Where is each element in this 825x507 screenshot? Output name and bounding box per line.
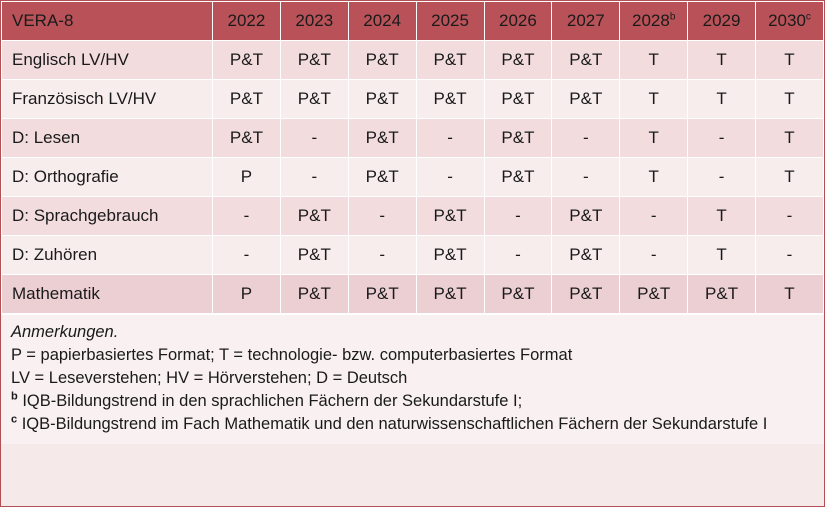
header-year-2022-text: 2022 bbox=[227, 11, 266, 30]
vera8-schedule-table bbox=[1, 1, 824, 314]
cell-englisch-2022: P&T bbox=[213, 41, 281, 80]
table-row bbox=[2, 119, 824, 158]
table-row bbox=[2, 197, 824, 236]
header-year-2024-text: 2024 bbox=[363, 11, 402, 30]
header-corner-label: VERA-8 bbox=[2, 2, 213, 41]
notes-line-footnote-c bbox=[11, 413, 814, 436]
cell-d-orthografie-2029: - bbox=[688, 158, 756, 197]
cell-d-sprachgebrauch-2023: P&T bbox=[280, 197, 348, 236]
table-row bbox=[2, 158, 824, 197]
header-year-2028-text: 2028 bbox=[631, 11, 670, 30]
table-row bbox=[2, 80, 824, 119]
cell-mathematik-2024: P&T bbox=[348, 275, 416, 314]
row-label-d-lesen: D: Lesen bbox=[2, 119, 213, 158]
cell-franzoesisch-2030: T bbox=[756, 80, 824, 119]
cell-d-zuhoeren-2025: P&T bbox=[416, 236, 484, 275]
table-row bbox=[2, 236, 824, 275]
table-header bbox=[2, 2, 824, 41]
header-year-2027 bbox=[552, 2, 620, 41]
cell-d-orthografie-2026: P&T bbox=[484, 158, 552, 197]
header-year-2023 bbox=[280, 2, 348, 41]
cell-englisch-2024: P&T bbox=[348, 41, 416, 80]
header-year-2022 bbox=[213, 2, 281, 41]
cell-franzoesisch-2027: P&T bbox=[552, 80, 620, 119]
header-year-2030 bbox=[756, 2, 824, 41]
header-year-2024 bbox=[348, 2, 416, 41]
cell-d-orthografie-2025: - bbox=[416, 158, 484, 197]
notes-heading: Anmerkungen. bbox=[11, 323, 119, 341]
cell-d-sprachgebrauch-2025: P&T bbox=[416, 197, 484, 236]
notes-line-abbreviations: LV = Leseverstehen; HV = Hörverstehen; D = Deutsch bbox=[11, 369, 408, 387]
cell-d-orthografie-2027: - bbox=[552, 158, 620, 197]
notes-footnote-b-marker: b bbox=[11, 390, 18, 403]
row-label-d-zuhoeren: D: Zuhören bbox=[2, 236, 213, 275]
table-row bbox=[2, 41, 824, 80]
cell-mathematik-2030: T bbox=[756, 275, 824, 314]
cell-d-sprachgebrauch-2024: - bbox=[348, 197, 416, 236]
cell-franzoesisch-2029: T bbox=[688, 80, 756, 119]
cell-mathematik-2022: P bbox=[213, 275, 281, 314]
cell-d-lesen-2026: P&T bbox=[484, 119, 552, 158]
cell-d-sprachgebrauch-2028: - bbox=[620, 197, 688, 236]
header-year-2028 bbox=[620, 2, 688, 41]
table-notes bbox=[1, 314, 824, 444]
header-year-2029 bbox=[688, 2, 756, 41]
cell-d-lesen-2025: - bbox=[416, 119, 484, 158]
cell-d-orthografie-2023: - bbox=[280, 158, 348, 197]
cell-mathematik-2026: P&T bbox=[484, 275, 552, 314]
cell-englisch-2026: P&T bbox=[484, 41, 552, 80]
cell-mathematik-2023: P&T bbox=[280, 275, 348, 314]
header-year-2023-text: 2023 bbox=[295, 11, 334, 30]
notes-footnote-c-marker: c bbox=[11, 413, 18, 426]
row-label-d-sprachgebrauch: D: Sprachgebrauch bbox=[2, 197, 213, 236]
cell-d-lesen-2029: - bbox=[688, 119, 756, 158]
cell-mathematik-2028: P&T bbox=[620, 275, 688, 314]
header-year-2026 bbox=[484, 2, 552, 41]
cell-franzoesisch-2026: P&T bbox=[484, 80, 552, 119]
row-label-englisch: Englisch LV/HV bbox=[2, 41, 213, 80]
table-body bbox=[2, 41, 824, 314]
cell-englisch-2029: T bbox=[688, 41, 756, 80]
cell-franzoesisch-2024: P&T bbox=[348, 80, 416, 119]
header-row bbox=[2, 2, 824, 41]
cell-mathematik-2025: P&T bbox=[416, 275, 484, 314]
cell-englisch-2025: P&T bbox=[416, 41, 484, 80]
header-year-2030-footnote: c bbox=[805, 11, 811, 23]
cell-d-zuhoeren-2023: P&T bbox=[280, 236, 348, 275]
notes-footnote-c-text: IQB-Bildungstrend im Fach Mathematik und den naturwissenschaftlichen Fächern der Sekundarstufe I bbox=[17, 415, 768, 433]
row-label-d-orthografie: D: Orthografie bbox=[2, 158, 213, 197]
cell-d-zuhoeren-2028: - bbox=[620, 236, 688, 275]
cell-d-zuhoeren-2022: - bbox=[213, 236, 281, 275]
cell-englisch-2023: P&T bbox=[280, 41, 348, 80]
cell-d-sprachgebrauch-2030: - bbox=[756, 197, 824, 236]
cell-d-zuhoeren-2024: - bbox=[348, 236, 416, 275]
cell-d-orthografie-2024: P&T bbox=[348, 158, 416, 197]
header-year-2027-text: 2027 bbox=[566, 11, 605, 30]
cell-d-lesen-2023: - bbox=[280, 119, 348, 158]
cell-d-zuhoeren-2029: T bbox=[688, 236, 756, 275]
cell-d-lesen-2027: - bbox=[552, 119, 620, 158]
cell-franzoesisch-2022: P&T bbox=[213, 80, 281, 119]
cell-d-orthografie-2030: T bbox=[756, 158, 824, 197]
cell-d-orthografie-2028: T bbox=[620, 158, 688, 197]
row-label-mathematik: Mathematik bbox=[2, 275, 213, 314]
header-year-2025-text: 2025 bbox=[431, 11, 469, 30]
cell-mathematik-2027: P&T bbox=[552, 275, 620, 314]
cell-d-lesen-2028: T bbox=[620, 119, 688, 158]
cell-d-lesen-2024: P&T bbox=[348, 119, 416, 158]
cell-d-sprachgebrauch-2026: - bbox=[484, 197, 552, 236]
cell-mathematik-2029: P&T bbox=[688, 275, 756, 314]
header-year-2025 bbox=[416, 2, 484, 41]
header-year-2030-text: 2030 bbox=[768, 11, 806, 30]
cell-franzoesisch-2023: P&T bbox=[280, 80, 348, 119]
cell-englisch-2028: T bbox=[620, 41, 688, 80]
cell-d-zuhoeren-2027: P&T bbox=[552, 236, 620, 275]
notes-footnote-b-text: IQB-Bildungstrend in den sprachlichen Fächern der Sekundarstufe I; bbox=[17, 392, 523, 410]
cell-d-sprachgebrauch-2022: - bbox=[213, 197, 281, 236]
table-row bbox=[2, 275, 824, 314]
cell-franzoesisch-2028: T bbox=[620, 80, 688, 119]
cell-d-zuhoeren-2030: - bbox=[756, 236, 824, 275]
cell-d-lesen-2022: P&T bbox=[213, 119, 281, 158]
cell-d-lesen-2030: T bbox=[756, 119, 824, 158]
cell-d-sprachgebrauch-2027: P&T bbox=[552, 197, 620, 236]
cell-d-zuhoeren-2026: - bbox=[484, 236, 552, 275]
row-label-franzoesisch: Französisch LV/HV bbox=[2, 80, 213, 119]
notes-line-formats: P = papierbasiertes Format; T = technologie- bzw. computerbasiertes Format bbox=[11, 346, 573, 364]
cell-englisch-2027: P&T bbox=[552, 41, 620, 80]
cell-d-orthografie-2022: P bbox=[213, 158, 281, 197]
header-year-2026-text: 2026 bbox=[499, 11, 537, 30]
cell-englisch-2030: T bbox=[756, 41, 824, 80]
header-year-2029-text: 2029 bbox=[702, 11, 741, 30]
cell-d-sprachgebrauch-2029: T bbox=[688, 197, 756, 236]
notes-line-footnote-b bbox=[11, 390, 814, 413]
header-year-2028-footnote: b bbox=[669, 11, 676, 23]
cell-franzoesisch-2025: P&T bbox=[416, 80, 484, 119]
